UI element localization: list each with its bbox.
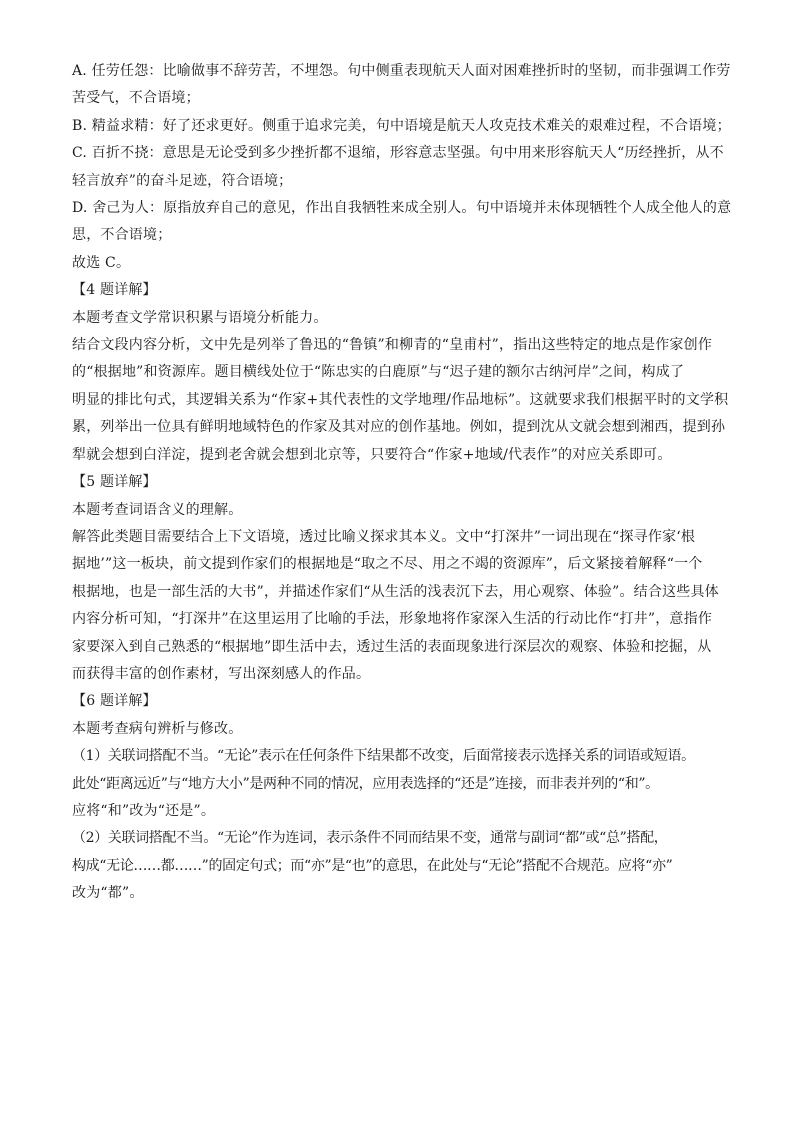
answer-line: 故选 C。 (72, 254, 131, 271)
q6-item-1-line-1: （1）关联词搭配不当。“无论”表示在任何条件下结果都不改变，后面常接表示选择关系的词语或短语。 (72, 748, 695, 765)
q5-paragraph-line-4: 内容分析可知，“打深井”在这里运用了比喻的手法，形象地将作家深入生活的行动比作“打井”，意指作 (72, 611, 713, 628)
option-b-line: B. 精益求精：好了还求更好。侧重于追求完美，句中语境是航天人攻克技术难关的艰难过程，不合语境； (72, 117, 731, 134)
q6-item-2-line-2: 构成“无论……都……”的固定句式；而“亦”是“也”的意思，在此处与“无论”搭配不合规范。应将“亦” (72, 857, 673, 874)
q5-paragraph-line-5: 家要深入到自己熟悉的“根据地”即生活中去，透过生活的表面现象进行深层次的观察、体验和挖掘，从 (72, 638, 712, 655)
option-c-line-1: C. 百折不挠：意思是无论受到多少挫折都不退缩，形容意志坚强。句中用来形容航天人“历经挫折，从不 (72, 145, 724, 162)
q5-paragraph-line-2: 据地’”这一板块，前文提到作家们的根据地是“取之不尽、用之不竭的资源库”，后文紧接着解释“一个 (72, 556, 703, 573)
option-d-line-1: D. 舍己为人：原指放弃自己的意见，作出自我牺牲来成全别人。句中语境并未体现牺牲个人成全他人的意 (72, 200, 732, 217)
q6-heading: 【6 题详解】 (72, 693, 157, 710)
q5-paragraph-line-3: 根据地，也是一部生活的大书”，并描述作家们“从生活的浅表沉下去，用心观察、体验”。结合这些具体 (72, 583, 719, 600)
q6-item-2-line-1: （2）关联词搭配不当。“无论”作为连词，表示条件不同而结果不变，通常与副词“都”或“总”搭配， (72, 830, 668, 847)
option-a-line-1: A. 任劳任怨：比喻做事不辞劳苦，不埋怨。句中侧重表现航天人面对困难挫折时的坚韧，而非强调工作劳 (72, 63, 731, 79)
option-d-line-2: 思，不合语境； (72, 227, 172, 244)
q5-paragraph-line-1: 解答此类题目需要结合上下文语境，透过比喻义探求其本义。文中“打深井”一词出现在“探寻作家‘根 (72, 528, 696, 545)
q4-paragraph-line-5: 犁就会想到白洋淀，提到老舍就会想到北京等，只要符合“作家+地域/代表作”的对应关系即可。 (72, 446, 672, 463)
q6-item-2-line-3: 改为“都”。 (72, 885, 144, 902)
q5-intro: 本题考查词语含义的理解。 (72, 501, 243, 518)
option-a-line-2: 苦受气，不合语境； (72, 90, 200, 107)
q4-paragraph-line-4: 累，列举出一位具有鲜明地域特色的作家及其对应的创作基地。例如，提到沈从文就会想到湘西，提到孙 (72, 419, 726, 436)
q4-paragraph-line-1: 结合文段内容分析，文中先是列举了鲁迅的“鲁镇”和柳青的“皇甫村”，指出这些特定的地点是作家创作 (72, 337, 713, 354)
q5-paragraph-line-6: 而获得丰富的创作素材，写出深刻感人的作品。 (72, 665, 371, 682)
q6-item-1-line-2: 此处“距离远近”与“地方大小”是两种不同的情况，应用表选择的“还是”连接，而非表并列的“和”。 (72, 775, 659, 792)
q4-paragraph-line-2: 的“根据地”和资源库。题目横线处位于“陈忠实的白鹿原”与“迟子建的额尔古纳河岸”之间，构成了 (72, 364, 685, 381)
option-c-line-2: 轻言放弃”的奋斗足迹，符合语境； (72, 172, 293, 189)
q4-intro: 本题考查文学常识积累与语境分析能力。 (72, 309, 328, 326)
q4-heading: 【4 题详解】 (72, 282, 157, 299)
q6-intro: 本题考查病句辨析与修改。 (72, 720, 243, 737)
q5-heading: 【5 题详解】 (72, 474, 157, 491)
q4-paragraph-line-3: 明显的排比句式，其逻辑关系为“作家+其代表性的文学地理/作品地标”。这就要求我们根据平时的文学积 (72, 391, 729, 408)
document-body (72, 58, 732, 908)
q6-item-1-line-3: 应将“和”改为“还是”。 (72, 802, 216, 819)
